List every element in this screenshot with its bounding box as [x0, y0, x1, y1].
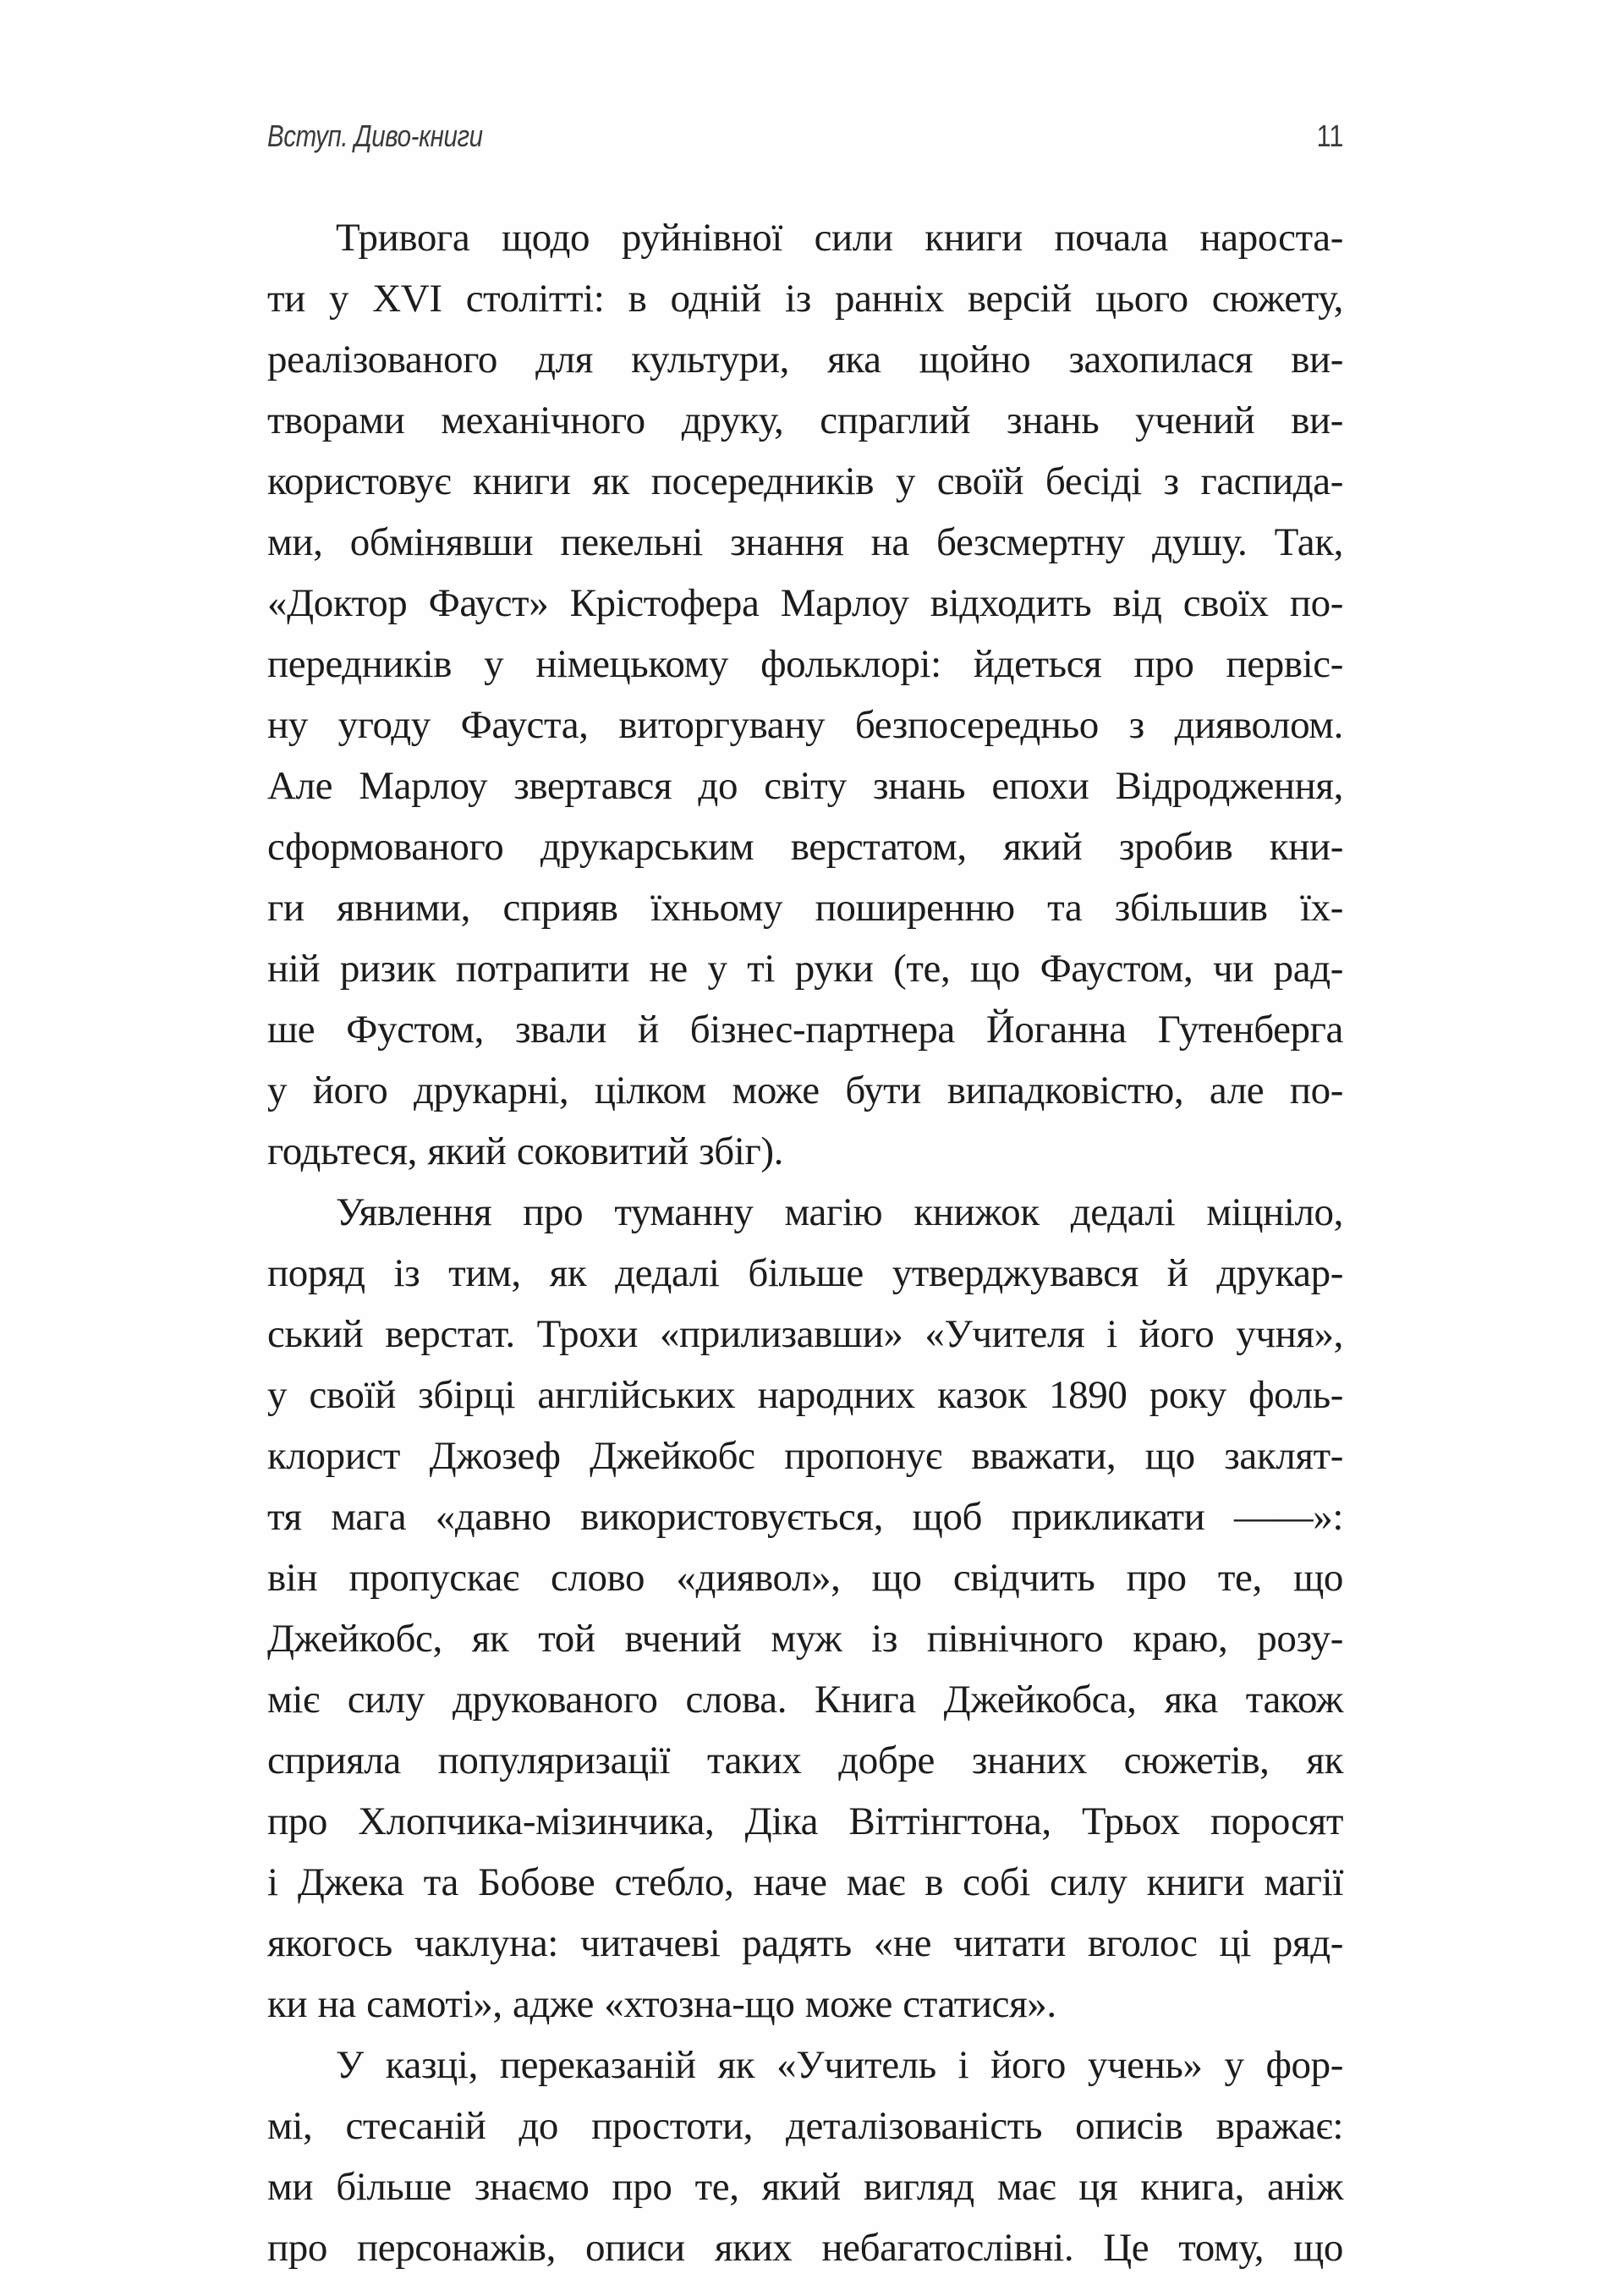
page-number: 11 — [1316, 118, 1343, 153]
text-line: ки на самоті», адже «хтозна-що може статися». — [267, 1982, 1056, 2026]
text-line: ній ризик потрапити не у ті руки (те, що Фаустом, чи рад- — [267, 947, 1343, 991]
text-line: якогось чаклуна: читачеві радять «не читати вголос ці ряд- — [267, 1921, 1343, 1965]
text-line: мі, стесаній до простоти, деталізованість описів вражає: — [267, 2104, 1343, 2148]
text-line: У казці, переказаній як «Учитель і його учень» у фор- — [336, 2043, 1343, 2087]
paragraph-3 — [267, 2035, 1343, 2278]
text-line: користовує книги як посередників у своїй бесіді з гаспида- — [267, 459, 1343, 503]
chapter-running-title: Вступ. Диво-книги — [267, 118, 483, 153]
text-line: ну угоду Фауста, виторгувану безпосередньо з дияволом. — [267, 703, 1343, 747]
paragraph-1 — [267, 207, 1343, 1182]
text-line: годьтеся, який соковитий збіг). — [267, 1129, 783, 1173]
text-line: Уявлення про туманну магію книжок дедалі міцніло, — [336, 1190, 1343, 1234]
text-line: ми більше знаємо про те, який вигляд має ця книга, аніж — [267, 2165, 1343, 2209]
text-line: Але Марлоу звертався до світу знань епохи Відродження, — [267, 764, 1343, 808]
text-line: творами механічного друку, спраглий знань учений ви- — [267, 398, 1343, 442]
text-line: ти у XVI столітті: в одній із ранніх версій цього сюжету, — [267, 277, 1343, 321]
text-line: ми, обмінявши пекельні знання на безсмертну душу. Так, — [267, 520, 1343, 564]
running-header — [267, 118, 1343, 161]
text-line: він пропускає слово «диявол», що свідчить про те, що — [267, 1556, 1343, 1600]
text-line: тя мага «давно використовується, щоб прикликати ——»: — [267, 1495, 1343, 1539]
text-line: про персонажів, описи яких небагатослівні. Це тому, що — [267, 2226, 1343, 2270]
text-line: Джейкобс, як той вчений муж із північного краю, розу- — [267, 1617, 1343, 1661]
text-line: поряд із тим, як дедалі більше утверджувався й друкар- — [267, 1251, 1343, 1295]
text-line: міє силу друкованого слова. Книга Джейкобса, яка також — [267, 1678, 1343, 1722]
paragraph-2 — [267, 1182, 1343, 2035]
text-line: Тривога щодо руйнівної сили книги почала нароста- — [336, 216, 1343, 260]
body-text — [267, 207, 1343, 2278]
text-line: у своїй збірці англійських народних казок 1890 року фоль- — [267, 1373, 1343, 1417]
text-line: передників у німецькому фольклорі: йдеться про первіс- — [267, 642, 1343, 686]
text-line: ги явними, сприяв їхньому поширенню та збільшив їх- — [267, 886, 1343, 930]
text-line: у його друкарні, цілком може бути випадковістю, але по- — [267, 1068, 1343, 1112]
text-line: ше Фустом, звали й бізнес-партнера Йоганна Гутенберга — [267, 1008, 1343, 1052]
text-line: ський верстат. Трохи «прилизавши» «Учителя і його учня», — [267, 1312, 1343, 1356]
text-line: і Джека та Бобове стебло, наче має в собі силу книги магії — [267, 1860, 1343, 1904]
text-line: клорист Джозеф Джейкобс пропонує вважати, що заклят- — [267, 1434, 1343, 1478]
text-line: про Хлопчика-мізинчика, Діка Віттінгтона, Трьох поросят — [267, 1799, 1343, 1843]
text-line: реалізованого для культури, яка щойно захопилася ви- — [267, 338, 1343, 382]
text-line: «Доктор Фауст» Крістофера Марлоу відходить від своїх по- — [267, 581, 1343, 625]
text-line: сприяла популяризації таких добре знаних сюжетів, як — [267, 1738, 1343, 1782]
text-line: сформованого друкарським верстатом, який зробив кни- — [267, 825, 1343, 869]
